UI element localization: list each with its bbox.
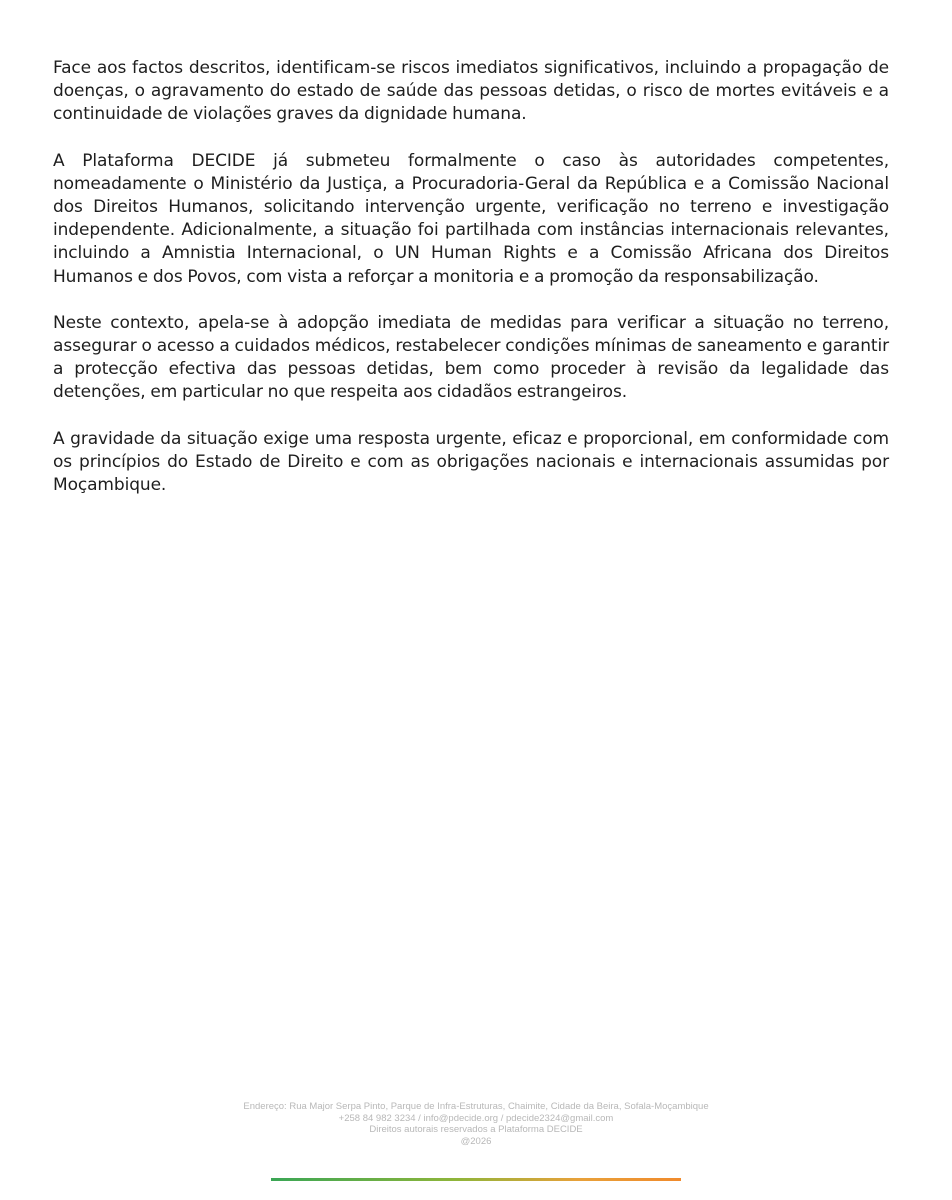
footer-year: @2026 [460, 1135, 492, 1147]
footer-address: Endereço: Rua Major Serpa Pinto, Parque de Infra-Estruturas, Chaimite, Cidade da Beira, Sofala-Moçambique [243, 1101, 709, 1112]
footer-rights: Direitos autorais reservados a Plataforma DECIDE [369, 1124, 583, 1136]
page-footer [0, 1101, 952, 1147]
paragraph-appeal: Neste contexto, apela-se à adopção imediata de medidas para verificar a situação no terreno, assegurar o acesso a cuidados médicos, restabelecer condições mínimas de saneamento e garantir a protecção efectiva das pessoas detidas, bem como proceder à revisão da legalidade das detenções, em particular no que respeita aos cidadãos estrangeiros. [53, 312, 889, 403]
paragraph-conclusion: A gravidade da situação exige uma resposta urgente, eficaz e proporcional, em conformidade com os princípios do Estado de Direito e com as obrigações nacionais e internacionais assumidas por Moçambique. [53, 428, 889, 496]
document-body [53, 57, 889, 520]
footer-contacts: +258 84 982 3234 / info@pdecide.org / pdecide2324@gmail.com [338, 1112, 614, 1124]
footer-gradient-rule [271, 1178, 681, 1181]
paragraph-risks: Face aos factos descritos, identificam-se riscos imediatos significativos, incluindo a propagação de doenças, o agravamento do estado de saúde das pessoas detidas, o risco de mortes evitáveis e a continuidade de violações graves da dignidade humana. [53, 58, 889, 125]
paragraph-submission: A Plataforma DECIDE já submeteu formalmente o caso às autoridades competentes, nomeadamente o Ministério da Justiça, a Procuradoria-Geral da República e a Comissão Nacional dos Direitos Humanos, solicitando intervenção urgente, verificação no terreno e investigação independente. Adicionalmente, a situação foi partilhada com instâncias internacionais relevantes, incluindo a Amnistia Internacional, o UN Human Rights e a Comissão Africana dos Direitos Humanos e dos Povos, com vista a reforçar a monitoria e a promoção da responsabilização. [53, 150, 889, 287]
